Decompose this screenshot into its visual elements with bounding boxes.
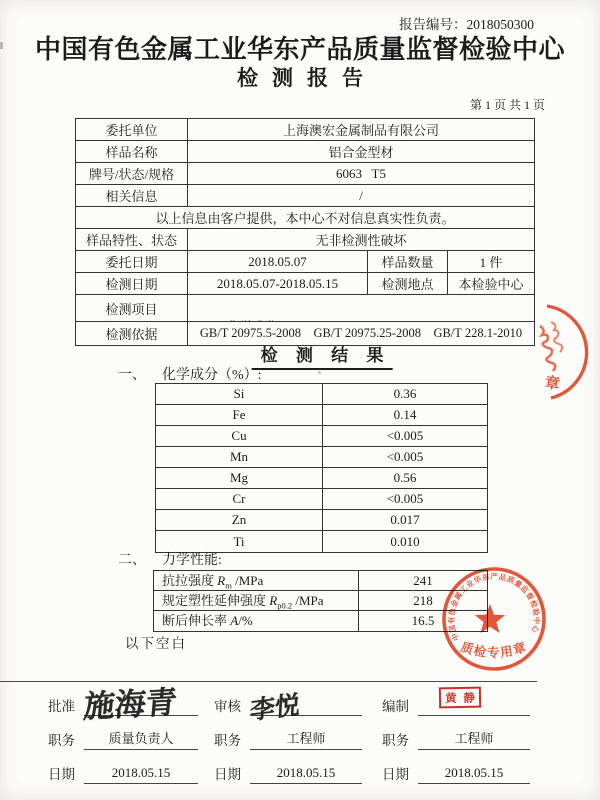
info-value: 6063 T5 — [188, 163, 534, 185]
value-cell: <0.005 — [323, 447, 487, 468]
role-field: 职务 质量负责人 — [48, 730, 198, 750]
date-field: 日期 2018.05.15 — [214, 764, 362, 784]
element-cell: Mg — [156, 468, 323, 489]
value-cell: 0.56 — [323, 468, 487, 489]
report-number-value: 2018050300 — [466, 17, 534, 32]
date-value: 2018.05.15 — [84, 765, 198, 784]
org-title: 中国有色金属工业华东产品质量监督检验中心 — [34, 35, 565, 64]
value-cell: 0.36 — [323, 384, 487, 405]
info-label: 样品名称 — [76, 141, 188, 163]
info-value: 上海澳宏金属制品有限公司 — [188, 119, 534, 141]
standards-value: GB/T 20975.5-2008 GB/T 20975.25-2008 GB/T 228.1-2010 — [199, 326, 523, 340]
property-cell: 断后伸长率 A/% — [154, 611, 359, 631]
role-value: 质量负责人 — [84, 728, 198, 750]
value-cell: <0.005 — [323, 426, 487, 447]
date-field: 日期 2018.05.15 — [48, 764, 198, 784]
date-field: 日期 2018.05.15 — [382, 764, 530, 784]
scan-artifact — [318, 371, 321, 374]
section-mechanical — [118, 549, 222, 569]
edge-stamp-char: 章 — [543, 375, 561, 394]
info-label: 委托日期 — [76, 251, 188, 273]
role-value: 工程师 — [250, 728, 362, 750]
report-number-label: 报告编号： — [399, 17, 467, 32]
property-cell: 规定塑性延伸强度 $R_{p0.2}$ /MPa — [154, 591, 359, 611]
value-cell: 241 — [359, 571, 487, 591]
value-cell: 218 — [359, 591, 487, 611]
value-cell: 0.14 — [323, 405, 487, 426]
element-cell: Si — [156, 384, 323, 405]
value-cell: 0.010 — [390, 533, 420, 549]
role-field: 职务 工程师 — [382, 730, 530, 750]
stamp-bottom-text: 质检专用章 — [458, 639, 530, 660]
stamp-ring-text: 中国有色金属工业华东产品质量监督检验中心 — [446, 571, 542, 643]
date-value: 2018.05.15 — [418, 765, 530, 784]
section-number: 二、 — [118, 553, 146, 568]
results-heading: 检 测 结 果 — [252, 341, 393, 370]
element-cell: Mn — [156, 447, 323, 468]
review-handwritten-signature: 李悦 — [249, 691, 301, 726]
round-qc-stamp — [441, 566, 549, 674]
info-label: 样品数量 — [368, 251, 448, 273]
review-label: 审核 — [214, 699, 241, 714]
element-cell: Zn — [156, 510, 323, 531]
element-cell: Cr — [156, 489, 323, 510]
footer-separator-line — [0, 681, 537, 682]
info-label: 牌号/状态/规格 — [76, 163, 188, 185]
element-cell: Ti — [156, 531, 323, 552]
info-label: 检测地点 — [368, 273, 448, 295]
info-label: 样品特性、状态 — [76, 229, 188, 251]
info-label: 检测依据 — [76, 322, 188, 345]
disclaimer-note: 以上信息由客户提供，本中心不对信息真实性负责。 — [76, 207, 534, 229]
chemical-table — [155, 383, 488, 553]
scan-artifact — [0, 42, 3, 49]
info-value: 2018.05.07-2018.05.15 — [188, 273, 368, 295]
property-cell: 抗拉强度 $R_m$ /MPa — [154, 571, 359, 591]
info-value: 铝合金型材 — [188, 141, 534, 163]
info-label: 检测项目 — [76, 295, 188, 322]
mechanical-table — [153, 570, 488, 632]
info-label: 检测日期 — [76, 273, 188, 295]
blank-below-note: 以下空白 — [125, 636, 187, 651]
section-chemical — [118, 364, 262, 384]
section-title: 化学成分（%）: — [162, 368, 262, 383]
info-value: 1 件 — [448, 251, 534, 273]
role-field: 职务 工程师 — [214, 730, 362, 750]
approve-label: 批准 — [48, 699, 75, 714]
info-value: / — [188, 185, 534, 207]
prepare-name-stamp: 黄 静 — [439, 687, 481, 709]
report-title: 检测报告 — [237, 66, 377, 90]
page-indicator: 第 1 页 共 1 页 — [470, 98, 546, 112]
value-cell: 0.017 — [323, 510, 487, 531]
element-cell: Cu — [156, 426, 323, 447]
prepare-signature-line — [418, 713, 530, 716]
info-label: 委托单位 — [76, 119, 188, 141]
info-label: 相关信息 — [76, 185, 188, 207]
role-value: 工程师 — [418, 728, 530, 750]
value-cell: 16.5 — [411, 613, 435, 628]
star-icon — [475, 604, 505, 633]
value-cell: <0.005 — [323, 489, 487, 510]
element-cell: Fe — [156, 405, 323, 426]
info-value: 2018.05.07 — [188, 251, 368, 273]
edge-partial-stamp — [531, 296, 600, 408]
info-value: 无非检测性破坏 — [188, 229, 534, 251]
info-table — [75, 118, 535, 346]
section-title: 力学性能: — [162, 553, 222, 568]
approve-handwritten-signature: 施海青 — [82, 684, 179, 725]
section-number: 一、 — [118, 368, 146, 383]
date-value: 2018.05.15 — [250, 765, 362, 784]
test-items-value — [188, 295, 534, 322]
info-value: 本检验中心 — [448, 273, 534, 295]
prepare-label: 编制 — [382, 699, 409, 714]
svg-text:质检专用章 — [459, 639, 529, 660]
